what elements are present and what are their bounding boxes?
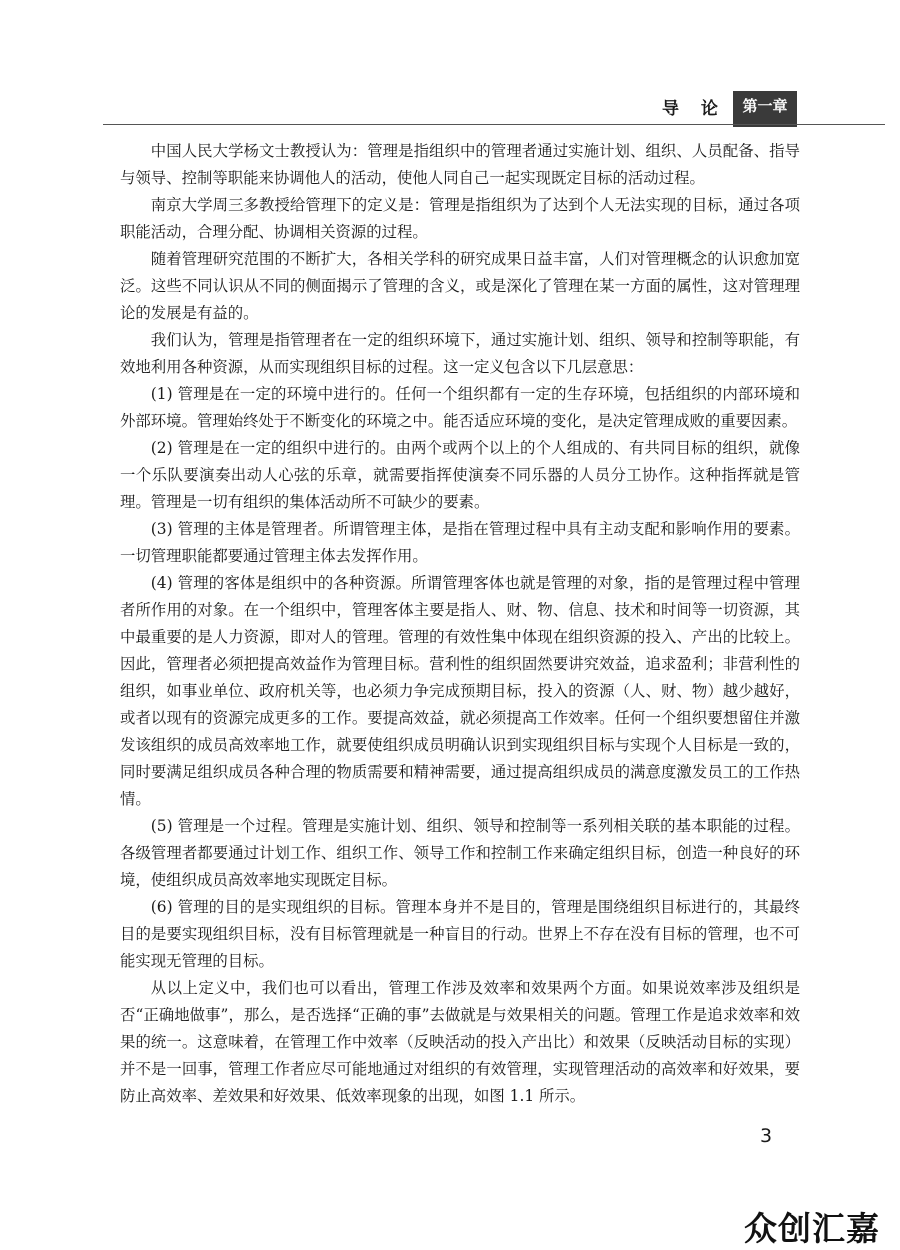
paragraph: 南京大学周三多教授给管理下的定义是：管理是指组织为了达到个人无法实现的目标，通过各项职能活动，合理分配、协调相关资源的过程。 xyxy=(120,196,800,241)
paragraph: (1) 管理是在一定的环境中进行的。任何一个组织都有一定的生存环境，包括组织的内部环境和外部环境。管理始终处于不断变化的环境之中。能否适应环境的变化，是决定管理成败的重要因素。 xyxy=(120,385,800,430)
page-header xyxy=(0,0,900,130)
paragraph: (4) 管理的客体是组织中的各种资源。所谓管理客体也就是管理的对象，指的是管理过程中管理者所作用的对象。在一个组织中，管理客体主要是指人、财、物、信息、技术和时间等一切资源，其中最重要的是人力资源，即对人的管理。管理的有效性集中体现在组织资源的投入、产出的比较上。因此，管理者必须把提高效益作为管理目标。营利性的组织固然要讲究效益，追求盈利；非营利性的组织，如事业单位、政府机关等，也必须力争完成预期目标，投入的资源（人、财、物）越少越好，或者以现有的资源完成更多的工作。要提高效益，就必须提高工作效率。任何一个组织要想留住并激发该组织的成员高效率地工作，就要使组织成员明确认识到实现组织目标与实现个人目标是一致的，同时要满足组织成员各种合理的物质需要和精神需要，通过提高组织成员的满意度激发员工的工作热情。 xyxy=(120,574,800,808)
header-divider xyxy=(103,124,885,125)
watermark-logo: 众创汇嘉 xyxy=(744,1209,880,1248)
page-number: 3 xyxy=(760,1125,773,1147)
chapter-tab: 第一章 xyxy=(733,91,797,127)
paragraph: 中国人民大学杨文士教授认为：管理是指组织中的管理者通过实施计划、组织、人员配备、指导与领导、控制等职能来协调他人的活动，使他人同自己一起实现既定目标的活动过程。 xyxy=(120,142,800,187)
running-head-title: 导 论 xyxy=(662,99,726,119)
body-text xyxy=(120,138,800,1110)
paragraph: 我们认为，管理是指管理者在一定的组织环境下，通过实施计划、组织、领导和控制等职能，有效地利用各种资源，从而实现组织目标的过程。这一定义包含以下几层意思： xyxy=(120,331,800,376)
paragraph: (5) 管理是一个过程。管理是实施计划、组织、领导和控制等一系列相关联的基本职能的过程。各级管理者都要通过计划工作、组织工作、领导工作和控制工作来确定组织目标，创造一种良好的环境，使组织成员高效率地实现既定目标。 xyxy=(120,817,800,889)
paragraph: (6) 管理的目的是实现组织的目标。管理本身并不是目的，管理是围绕组织目标进行的，其最终目的是要实现组织目标，没有目标管理就是一种盲目的行动。世界上不存在没有目标的管理，也不可能实现无管理的目标。 xyxy=(120,898,800,970)
paragraph: 随着管理研究范围的不断扩大，各相关学科的研究成果日益丰富，人们对管理概念的认识愈加宽泛。这些不同认识从不同的侧面揭示了管理的含义，或是深化了管理在某一方面的属性，这对管理理论的发展是有益的。 xyxy=(120,250,800,322)
paragraph: 从以上定义中，我们也可以看出，管理工作涉及效率和效果两个方面。如果说效率涉及组织是否“正确地做事”，那么，是否选择“正确的事”去做就是与效果相关的问题。管理工作是追求效率和效果的统一。这意味着，在管理工作中效率（反映活动的投入产出比）和效果（反映活动目标的实现）并不是一回事，管理工作者应尽可能地通过对组织的有效管理，实现管理活动的高效率和好效果，要防止高效率、差效果和好效果、低效率现象的出现，如图 1.1 所示。 xyxy=(120,979,800,1105)
paragraph: (3) 管理的主体是管理者。所谓管理主体，是指在管理过程中具有主动支配和影响作用的要素。一切管理职能都要通过管理主体去发挥作用。 xyxy=(120,520,800,565)
paragraph: (2) 管理是在一定的组织中进行的。由两个或两个以上的个人组成的、有共同目标的组织，就像一个乐队要演奏出动人心弦的乐章，就需要指挥使演奏不同乐器的人员分工协作。这种指挥就是管理。管理是一切有组织的集体活动所不可缺少的要素。 xyxy=(120,439,800,511)
